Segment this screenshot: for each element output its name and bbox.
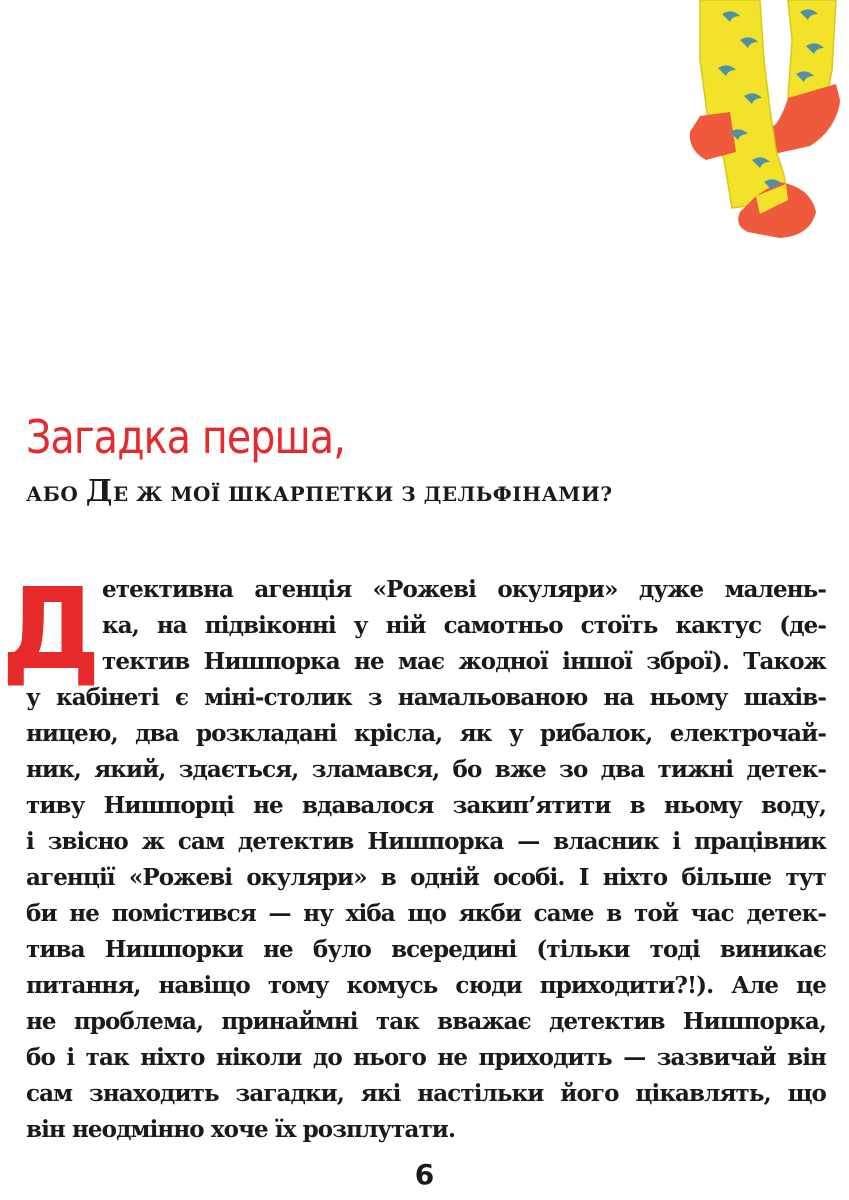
text-line: тива Нишпорки не було всередині (тільки тоді виникає — [26, 936, 826, 963]
text-line: би не помістився — ну хіба що якби саме в той час детек- — [26, 900, 826, 927]
text-line: ка, на підвіконні у ній самотньо стоїть кактус (де- — [102, 612, 826, 639]
text-line: тектив Нишпорка не має жодної іншої зброї). Також — [102, 648, 826, 675]
chapter-subtitle — [26, 474, 613, 509]
drop-cap-letter: Д — [1, 565, 101, 695]
text-line: етективна агенція «Рожеві окуляри» дуже малень- — [102, 576, 826, 603]
chapter-subtitle-initial: Д — [85, 474, 113, 509]
text-line: ницею, два розкладані крісла, як у рибалок, електрочай- — [26, 720, 826, 747]
text-line: бо і так ніхто ніколи до нього не приходить — зазвичай він — [26, 1044, 826, 1071]
text-line: сам знаходить загадки, які настільки його цікавлять, що — [26, 1080, 826, 1107]
body-paragraph — [26, 572, 826, 1148]
text-line: і звісно ж сам детектив Нишпорка — власник і працівник — [26, 828, 826, 855]
text-line: тиву Нишпорці не вдавалося закип’ятити в ньому воду, — [26, 792, 826, 819]
text-line: не проблема, принаймні так вважає детектив Нишпорка, — [26, 1008, 826, 1035]
page-number: 6 — [414, 1158, 435, 1191]
socks-with-dolphins-icon — [660, 0, 849, 250]
chapter-subtitle-prefix: АБО — [26, 482, 86, 506]
chapter-title: Загадка перша, — [26, 410, 345, 464]
text-line: агенції «Рожеві окуляри» в одній особі. І ніхто більше тут — [26, 864, 826, 891]
text-line: він неодмінно хоче їх розплутати. — [26, 1116, 456, 1143]
text-line: питання, навіщо тому комусь сюди приходити?!). Але це — [26, 972, 826, 999]
text-line: у кабінеті є міні-столик з намальованою на ньому шахів- — [26, 684, 826, 711]
chapter-subtitle-rest: Е Ж МОЇ ШКАРПЕТКИ З ДЕЛЬФІНАМИ? — [112, 482, 613, 506]
text-line: ник, який, здається, зламався, бо вже зо два тижні детек- — [26, 756, 826, 783]
